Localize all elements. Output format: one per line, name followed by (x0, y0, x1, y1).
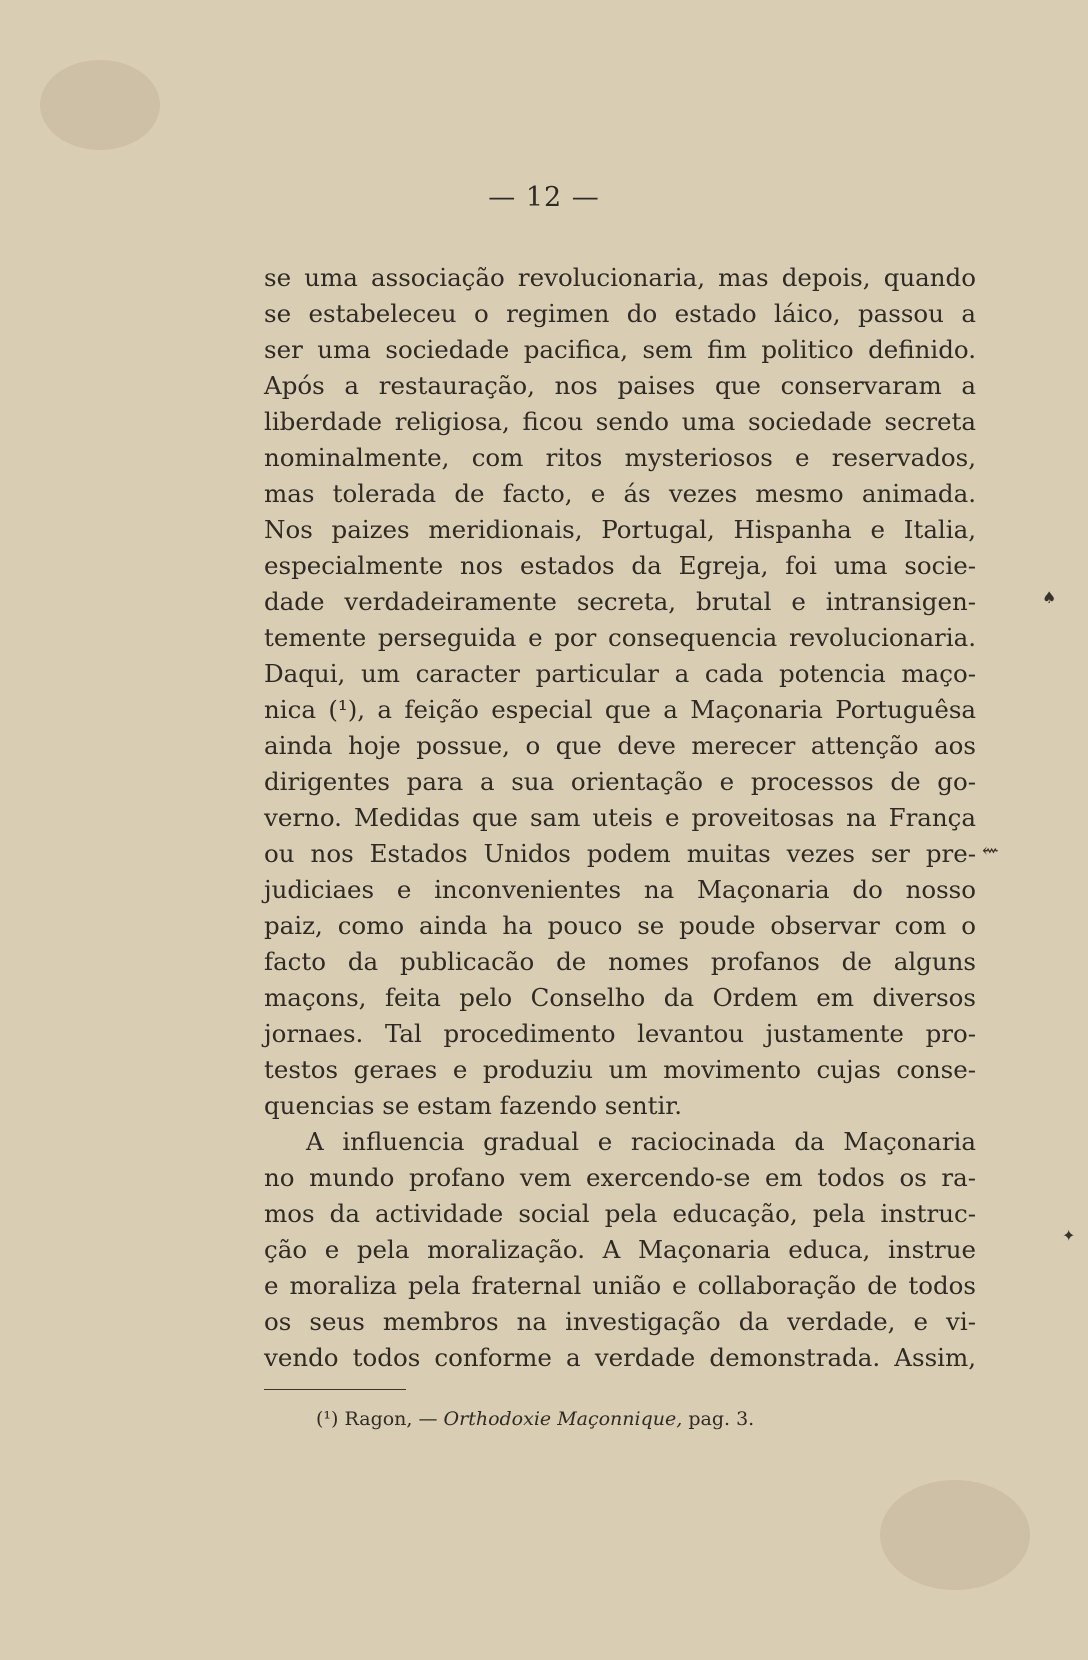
text-line: nica (¹), a feição especial que a Maçonaria Portuguêsa (264, 695, 976, 724)
text-line: se uma associação revolucionaria, mas depois, quando (264, 263, 976, 292)
text-line: ainda hoje possue, o que deve merecer attenção aos (264, 731, 976, 760)
text-line: facto da publicacão de nomes profanos de alguns (264, 947, 976, 976)
margin-mark-icon: ✦ (1062, 1226, 1076, 1245)
footnote-rule (264, 1389, 406, 1390)
text-line: ser uma sociedade pacifica, sem fim politico definido. (264, 335, 976, 364)
text-line: temente perseguida e por consequencia revolucionaria. (264, 623, 976, 652)
text-line: liberdade religiosa, ficou sendo uma sociedade secreta (264, 407, 976, 436)
text-line: Nos paizes meridionais, Portugal, Hispanha e Italia, (264, 515, 976, 544)
text-line: dade verdadeiramente secreta, brutal e intransigen- (264, 587, 976, 616)
text-line: vendo todos conforme a verdade demonstrada. Assim, (264, 1343, 976, 1372)
text-line: Daqui, um caracter particular a cada potencia maço- (264, 659, 976, 688)
text-line: ou nos Estados Unidos podem muitas vezes ser pre- (264, 839, 976, 868)
text-line: e moraliza pela fraternal união e collaboração de todos (264, 1271, 976, 1300)
text-line: os seus membros na investigação da verdade, e vi- (264, 1307, 976, 1336)
text-line: A influencia gradual e raciocinada da Maçonaria (306, 1127, 976, 1156)
text-line: judiciaes e inconvenientes na Maçonaria do nosso (264, 875, 976, 904)
text-line: testos geraes e produziu um movimento cujas conse- (264, 1055, 976, 1084)
footnote-marker: (¹) (316, 1408, 339, 1430)
footnote-page: pag. 3. (688, 1408, 755, 1430)
text-line: Após a restauração, nos paises que conservaram a (264, 371, 976, 400)
text-line: mas tolerada de facto, e ás vezes mesmo animada. (264, 479, 976, 508)
text-line: dirigentes para a sua orientação e processos de go- (264, 767, 976, 796)
text-line: ção e pela moralização. A Maçonaria educa, instrue (264, 1235, 976, 1264)
paper-stain (40, 60, 160, 150)
text-line: se estabeleceu o regimen do estado láico, passou a (264, 299, 976, 328)
margin-mark-icon: ♠ (1042, 588, 1057, 607)
text-line: mos da actividade social pela educação, pela instruc- (264, 1199, 976, 1228)
text-line: verno. Medidas que sam uteis e proveitosas na França (264, 803, 976, 832)
text-line: no mundo profano vem exercendo-se em todos os ra- (264, 1163, 976, 1192)
body-text (264, 260, 976, 1376)
text-line: paiz, como ainda ha pouco se poude observar com o (264, 911, 976, 940)
footnote-author: Ragon, — (344, 1408, 438, 1430)
text-line: maçons, feita pelo Conselho da Ordem em diversos (264, 983, 976, 1012)
footnote-title: Orthodoxie Maçonnique, (443, 1408, 683, 1430)
text-line: nominalmente, com ritos mysteriosos e reservados, (264, 443, 976, 472)
text-line: jornaes. Tal procedimento levantou justamente pro- (264, 1019, 976, 1048)
footnote (316, 1408, 754, 1430)
paper-stain (880, 1480, 1030, 1590)
page-number: — 12 — (488, 182, 600, 213)
text-line: especialmente nos estados da Egreja, foi uma socie- (264, 551, 976, 580)
margin-mark-icon: ⇜ (982, 838, 999, 862)
text-line: quencias se estam fazendo sentir. (264, 1091, 683, 1120)
